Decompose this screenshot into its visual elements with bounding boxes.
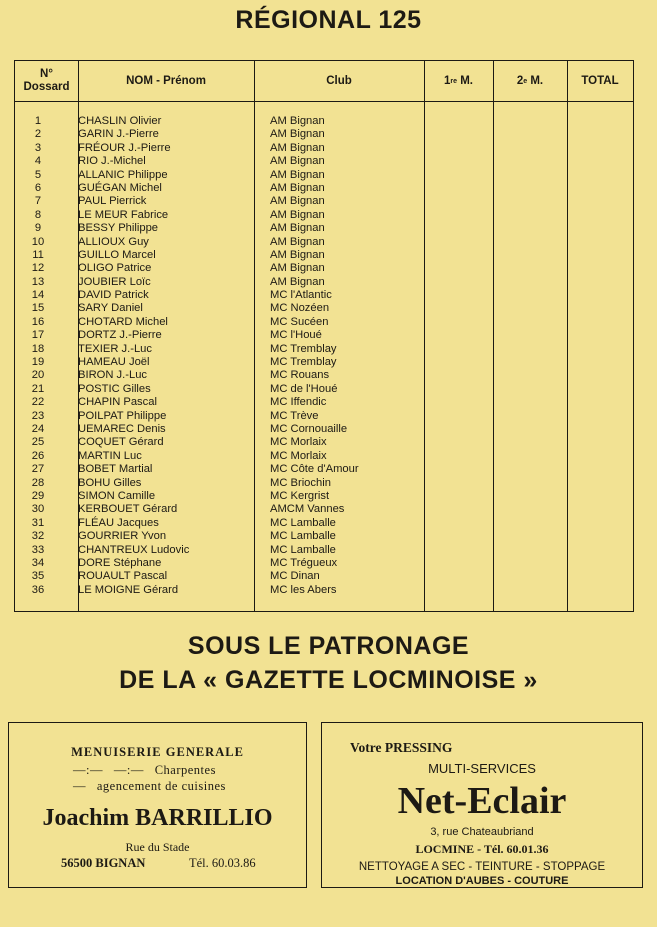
- row-club: AM Bignan: [270, 262, 325, 275]
- header-divider: [15, 101, 633, 102]
- row-dossard: 27: [31, 463, 45, 476]
- row-name: LE MEUR Fabrice: [78, 208, 169, 221]
- row-club: AM Bignan: [270, 248, 325, 261]
- table-row: [15, 302, 633, 315]
- table-row: [15, 195, 633, 208]
- row-dossard: 19: [31, 356, 45, 369]
- row-club: MC Sucéen: [270, 315, 329, 328]
- row-name: GARIN J.-Pierre: [78, 128, 159, 141]
- row-dossard: 12: [31, 262, 45, 275]
- ad-services: NETTOYAGE A SEC - TEINTURE - STOPPAGE: [358, 861, 606, 873]
- header-club: Club: [326, 74, 352, 87]
- header-manche-2-suffix: M.: [527, 74, 544, 87]
- row-name: CHANTREUX Ludovic: [78, 543, 190, 556]
- table-row: [15, 383, 633, 396]
- table-row: [15, 423, 633, 436]
- row-name: GUÉGAN Michel: [78, 181, 162, 194]
- table-row: [15, 369, 633, 382]
- patronage-line-2: DE LA « GAZETTE LOCMINOISE »: [119, 666, 538, 694]
- patronage-line-1: SOUS LE PATRONAGE: [187, 632, 470, 660]
- row-club: MC Lamballe: [270, 543, 336, 556]
- table-row: [15, 128, 633, 141]
- table-row: [15, 236, 633, 249]
- row-club: AM Bignan: [270, 275, 325, 288]
- row-club: MC Rouans: [270, 369, 330, 382]
- results-table: [14, 60, 634, 612]
- row-club: AM Bignan: [270, 141, 325, 154]
- row-club: MC Trève: [270, 409, 319, 422]
- row-club: MC Tremblay: [270, 356, 337, 369]
- row-dossard: 28: [31, 476, 45, 489]
- row-name: KERBOUET Gérard: [78, 503, 178, 516]
- table-row: [15, 584, 633, 597]
- row-club: MC l'Houé: [270, 329, 322, 342]
- advertisement-pressing: [321, 722, 643, 888]
- ad-street: Rue du Stade: [125, 840, 190, 854]
- table-row: [15, 262, 633, 275]
- row-dossard: 31: [31, 516, 45, 529]
- ad-service-line: —:— —:— Charpentes: [73, 763, 216, 777]
- table-row: [15, 503, 633, 516]
- ad-phone: Tél. 60.03.86: [189, 856, 256, 870]
- row-club: AM Bignan: [270, 181, 325, 194]
- page-title: RÉGIONAL 125: [235, 6, 422, 34]
- row-name: UEMAREC Denis: [78, 422, 166, 435]
- table-row: [15, 557, 633, 570]
- row-name: SARY Daniel: [78, 302, 143, 315]
- row-name: COQUET Gérard: [78, 436, 164, 449]
- header-manche-1-suffix: M.: [457, 74, 473, 87]
- row-club: MC Côte d'Amour: [270, 463, 359, 476]
- ad-subheading: MULTI-SERVICES: [428, 761, 536, 776]
- ad-heading: Votre PRESSING: [350, 740, 453, 755]
- row-dossard: 4: [34, 155, 42, 168]
- row-club: AM Bignan: [270, 128, 325, 141]
- row-dossard: 8: [34, 208, 42, 221]
- table-row: [15, 477, 633, 490]
- table-row: [15, 463, 633, 476]
- table-row: [15, 490, 633, 503]
- row-name: LE MOIGNE Gérard: [78, 583, 179, 596]
- row-name: FRÉOUR J.-Pierre: [78, 141, 171, 154]
- advertisement-menuiserie: [8, 722, 307, 888]
- table-row: [15, 155, 633, 168]
- row-dossard: 32: [31, 530, 45, 543]
- row-name: PAUL Pierrick: [78, 195, 147, 208]
- row-club: MC Trégueux: [270, 556, 338, 569]
- header-manche-2-num: 2: [516, 74, 524, 87]
- table-row: [15, 329, 633, 342]
- row-dossard: 14: [31, 289, 45, 302]
- row-dossard: 34: [31, 556, 45, 569]
- ad-service-line: — agencement de cuisines: [73, 779, 226, 793]
- row-name: JOUBIER Loïc: [78, 275, 151, 288]
- table-row: [15, 450, 633, 463]
- row-dossard: 23: [31, 409, 45, 422]
- row-name: BESSY Philippe: [78, 222, 159, 235]
- row-dossard: 29: [31, 489, 45, 502]
- table-row: [15, 530, 633, 543]
- header-total: TOTAL: [581, 74, 619, 87]
- row-name: ROUAULT Pascal: [78, 570, 168, 583]
- row-dossard: 24: [31, 422, 45, 435]
- row-club: MC Morlaix: [270, 436, 327, 449]
- table-row: [15, 169, 633, 182]
- ad-business-name: Joachim BARRILLIO: [42, 805, 273, 831]
- row-club: MC Iffendic: [270, 396, 327, 409]
- row-club: MC Tremblay: [270, 342, 337, 355]
- row-dossard: 20: [31, 369, 45, 382]
- row-club: MC de l'Houé: [270, 382, 338, 395]
- row-club: MC Lamballe: [270, 516, 336, 529]
- row-dossard: 22: [31, 396, 45, 409]
- row-dossard: 2: [34, 128, 42, 141]
- ad-address: 3, rue Chateaubriand: [430, 826, 534, 838]
- row-dossard: 10: [31, 235, 45, 248]
- row-dossard: 3: [34, 141, 42, 154]
- row-club: MC Kergrist: [270, 489, 330, 502]
- table-row: [15, 544, 633, 557]
- row-name: GOURRIER Yvon: [78, 530, 167, 543]
- row-dossard: 16: [31, 315, 45, 328]
- row-name: DORTZ J.-Pierre: [78, 329, 162, 342]
- table-row: [15, 289, 633, 302]
- row-name: OLIGO Patrice: [78, 262, 152, 275]
- row-name: MARTIN Luc: [78, 449, 142, 462]
- ad-brand-name: Net-Eclair: [397, 780, 567, 822]
- row-dossard: 13: [31, 275, 45, 288]
- row-club: MC Briochin: [270, 476, 331, 489]
- row-dossard: 9: [34, 222, 42, 235]
- table-row: [15, 436, 633, 449]
- row-dossard: 26: [31, 449, 45, 462]
- table-row: [15, 343, 633, 356]
- row-dossard: 35: [31, 570, 45, 583]
- row-name: DAVID Patrick: [78, 289, 149, 302]
- header-dossard: N° Dossard: [23, 68, 70, 93]
- table-row: [15, 142, 633, 155]
- row-name: CHASLIN Olivier: [78, 115, 162, 127]
- row-club: MC Morlaix: [270, 449, 327, 462]
- row-club: MC l'Atlantic: [270, 289, 332, 302]
- table-row: [15, 517, 633, 530]
- row-name: CHOTARD Michel: [78, 315, 168, 328]
- table-row: [15, 396, 633, 409]
- row-name: FLÉAU Jacques: [78, 516, 159, 529]
- row-dossard: 18: [31, 342, 45, 355]
- row-club: AMCM Vannes: [270, 503, 345, 516]
- row-club: MC les Abers: [270, 583, 337, 596]
- row-dossard: 7: [34, 195, 42, 208]
- row-dossard: 6: [34, 181, 42, 194]
- header-manche-2: [493, 61, 567, 101]
- ad-city-phone: LOCMINE - Tél. 60.01.36: [415, 842, 549, 856]
- row-name: GUILLO Marcel: [78, 248, 156, 261]
- ad-city: 56500 BIGNAN: [61, 856, 146, 870]
- row-name: BIRON J.-Luc: [78, 369, 148, 382]
- row-club: AM Bignan: [270, 235, 325, 248]
- row-dossard: 36: [31, 583, 45, 596]
- row-dossard: 1: [34, 115, 42, 127]
- table-row: [15, 356, 633, 369]
- row-club: AM Bignan: [270, 168, 325, 181]
- row-dossard: 33: [31, 543, 45, 556]
- table-row: [15, 410, 633, 423]
- row-name: DORE Stéphane: [78, 556, 162, 569]
- row-club: AM Bignan: [270, 195, 325, 208]
- row-name: HAMEAU Joël: [78, 356, 150, 369]
- table-row: [15, 316, 633, 329]
- table-row: [15, 222, 633, 235]
- table-row: [15, 249, 633, 262]
- row-name: TEXIER J.-Luc: [78, 342, 152, 355]
- ad-services: LOCATION D'AUBES - COUTURE: [395, 875, 569, 887]
- row-dossard: 25: [31, 436, 45, 449]
- row-name: CHAPIN Pascal: [78, 396, 157, 409]
- table-row: [15, 570, 633, 583]
- row-name: RIO J.-Michel: [78, 155, 146, 168]
- row-club: AM Bignan: [270, 155, 325, 168]
- header-manche-1-sup: re: [450, 77, 458, 85]
- header-manche-2-sup: e: [523, 77, 528, 85]
- row-name: BOHU Gilles: [78, 476, 142, 489]
- row-name: SIMON Camille: [78, 489, 156, 502]
- table-row: [15, 115, 633, 128]
- header-nom-prenom: NOM - Prénom: [126, 74, 206, 87]
- row-dossard: 5: [34, 168, 42, 181]
- row-dossard: 21: [31, 382, 45, 395]
- row-club: MC Dinan: [270, 570, 320, 583]
- header-manche-1: [424, 61, 493, 101]
- row-name: BOBET Martial: [78, 463, 153, 476]
- table-row: [15, 182, 633, 195]
- table-body: [15, 115, 633, 597]
- row-club: MC Nozéen: [270, 302, 330, 315]
- row-club: MC Cornouaille: [270, 422, 348, 435]
- row-name: POSTIC Gilles: [78, 382, 151, 395]
- row-dossard: 11: [32, 248, 44, 261]
- row-club: MC Lamballe: [270, 530, 336, 543]
- row-club: AM Bignan: [270, 222, 325, 235]
- table-row: [15, 276, 633, 289]
- table-row: [15, 209, 633, 222]
- row-club: AM Bignan: [270, 115, 325, 127]
- row-name: POILPAT Philippe: [78, 409, 167, 422]
- header-manche-1-num: 1: [443, 74, 451, 87]
- row-dossard: 15: [31, 302, 45, 315]
- row-club: AM Bignan: [270, 208, 325, 221]
- row-dossard: 17: [31, 329, 45, 342]
- row-name: ALLANIC Philippe: [78, 168, 168, 181]
- row-dossard: 30: [31, 503, 45, 516]
- ad-heading: MENUISERIE GENERALE: [71, 745, 244, 759]
- row-name: ALLIOUX Guy: [78, 235, 149, 248]
